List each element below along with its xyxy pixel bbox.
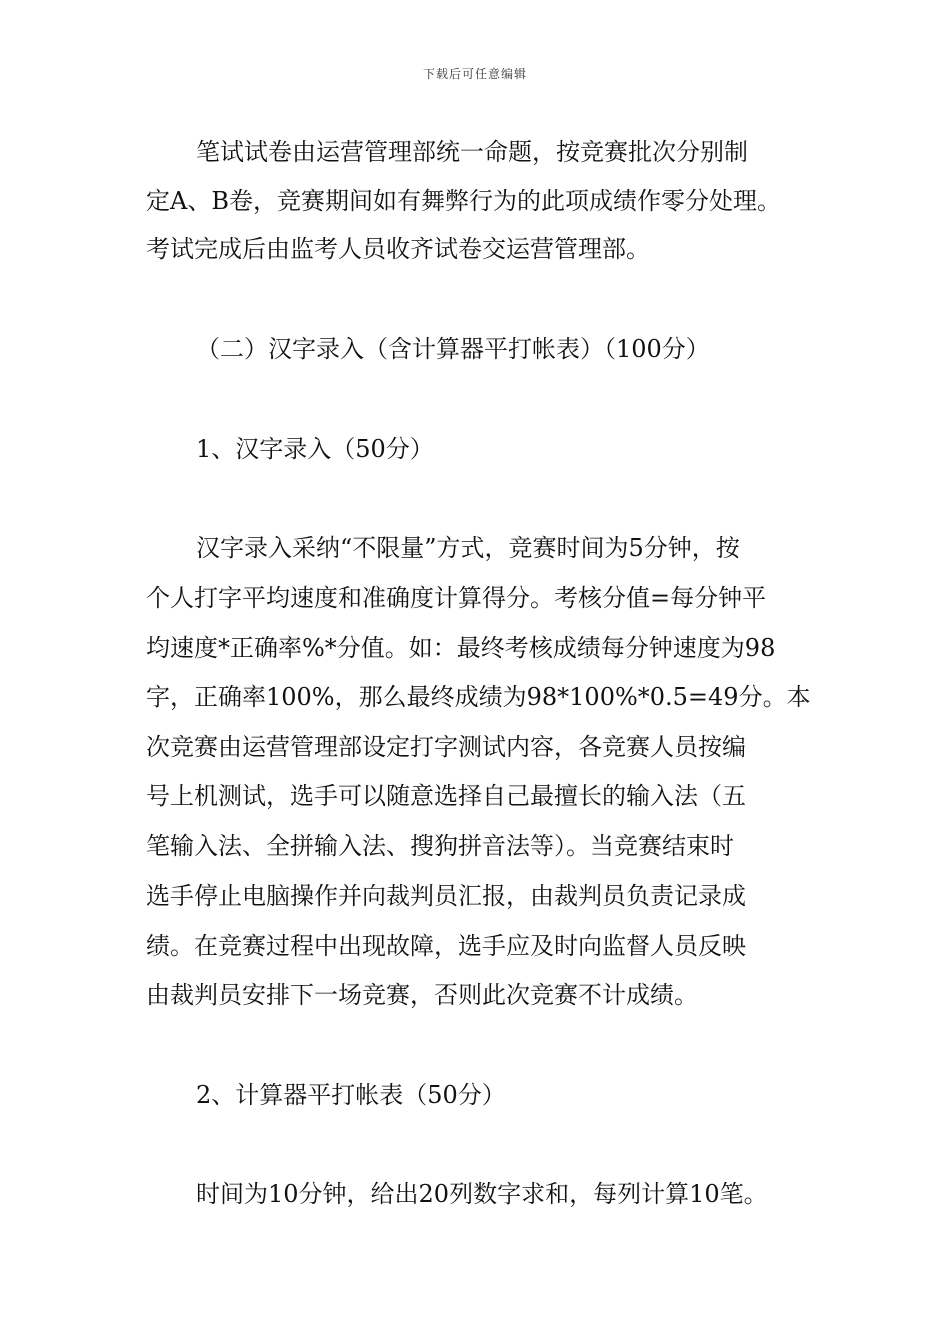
subheading-calculator: 2、计算器平打帐表（50分） [196, 1081, 506, 1109]
paragraph-typing-line-10: 由裁判员安排下一场竞赛，否则此次竞赛不计成绩。 [146, 981, 698, 1009]
paragraph-typing-line-8: 选手停止电脑操作并向裁判员汇报，由裁判员负责记录成 [146, 882, 746, 910]
paragraph-typing-line-2: 个人打字平均速度和准确度计算得分。考核分值=每分钟平 [146, 584, 767, 612]
paragraph-written-line-2: 定A、B卷，竞赛期间如有舞弊行为的此项成绩作零分处理。 [146, 187, 781, 215]
paragraph-typing-line-4: 字，正确率100%，那么最终成绩为98*100%*0.5=49分。本 [146, 683, 811, 711]
section-heading-typing-calculator: （二）汉字录入（含计算器平打帐表）（100分） [196, 335, 710, 363]
page-header: 下载后可任意编辑 [422, 67, 527, 81]
paragraph-typing-line-1: 汉字录入采纳“不限量”方式，竞赛时间为5分钟，按 [196, 534, 740, 562]
paragraph-typing-line-6: 号上机测试，选手可以随意选择自己最擅长的输入法（五 [146, 782, 746, 810]
paragraph-typing-line-9: 绩。在竞赛过程中出现故障，选手应及时向监督人员反映 [146, 932, 746, 960]
paragraph-written-line-1: 笔试试卷由运营管理部统一命题，按竞赛批次分别制 [196, 138, 748, 166]
paragraph-typing-line-3: 均速度*正确率%*分值。如：最终考核成绩每分钟速度为98 [146, 634, 776, 662]
paragraph-typing-line-5: 次竞赛由运营管理部设定打字测试内容，各竞赛人员按编 [146, 733, 746, 761]
subheading-typing: 1、汉字录入（50分） [196, 435, 434, 463]
paragraph-written-line-3: 考试完成后由监考人员收齐试卷交运营管理部。 [146, 235, 650, 263]
paragraph-typing-line-7: 笔输入法、全拼输入法、搜狗拼音法等）。当竞赛结束时 [146, 832, 734, 860]
paragraph-calculator-line-1: 时间为10分钟，给出20列数字求和，每列计算10笔。 [196, 1180, 768, 1208]
